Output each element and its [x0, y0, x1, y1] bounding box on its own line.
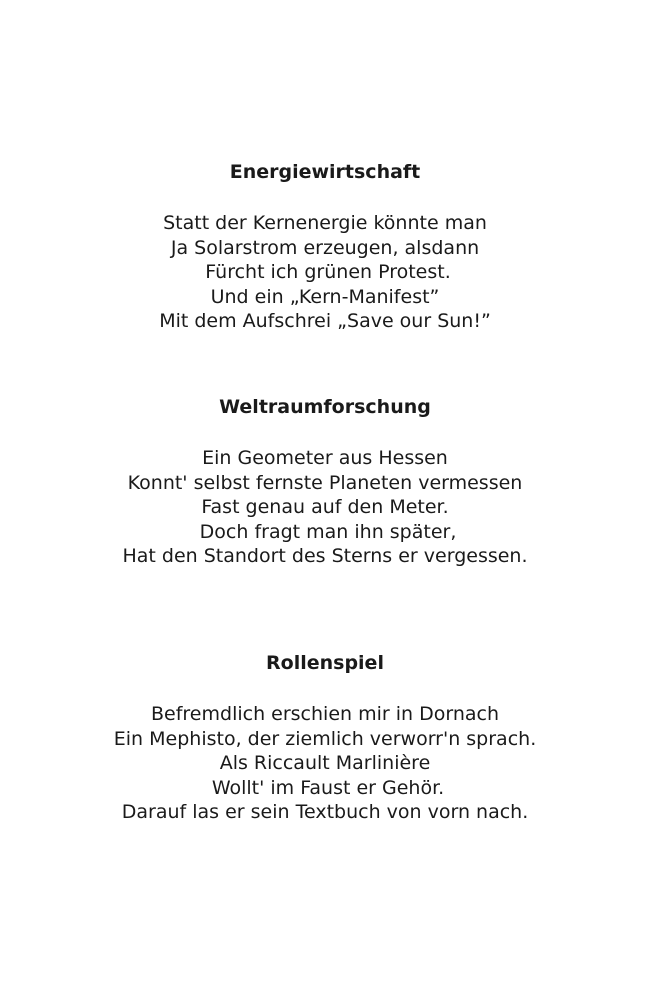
poem-line: Wollt' im Faust er Gehör.	[205, 776, 445, 799]
poem-line: Mit dem Aufschrei „Save our Sun!”	[159, 310, 491, 332]
poem-title: Energiewirtschaft	[229, 161, 421, 183]
poem-line: Darauf las er sein Textbuch von vorn nach.	[121, 801, 529, 823]
poem-energiewirtschaft	[0, 160, 650, 334]
poem-line: Befremdlich erschien mir in Dornach	[151, 703, 499, 725]
poem-title: Weltraumforschung	[219, 396, 431, 418]
poem-line: Konnt' selbst fernste Planeten vermessen	[127, 471, 523, 494]
poem-line: Und ein „Kern-Manifest”	[210, 285, 440, 308]
poem-rollenspiel	[0, 651, 650, 825]
poem-line: Statt der Kernenergie könnte man	[163, 212, 487, 234]
poem-line: Als Riccault Marlinière	[219, 752, 431, 774]
poem-line: Ein Geometer aus Hessen	[202, 447, 448, 469]
poem-line: Fast genau auf den Meter.	[201, 496, 449, 518]
poem-line: Ja Solarstrom erzeugen, alsdann	[170, 236, 480, 259]
poem-line: Fürcht ich grünen Protest.	[199, 261, 451, 283]
poem-line: Ein Mephisto, der ziemlich verworr'n sprach.	[113, 727, 537, 750]
poem-title: Rollenspiel	[266, 652, 384, 674]
poem-line: Doch fragt man ihn später,	[193, 520, 457, 543]
poem-line: Hat den Standort des Sterns er vergessen.	[122, 545, 528, 567]
poem-weltraumforschung	[0, 395, 650, 569]
